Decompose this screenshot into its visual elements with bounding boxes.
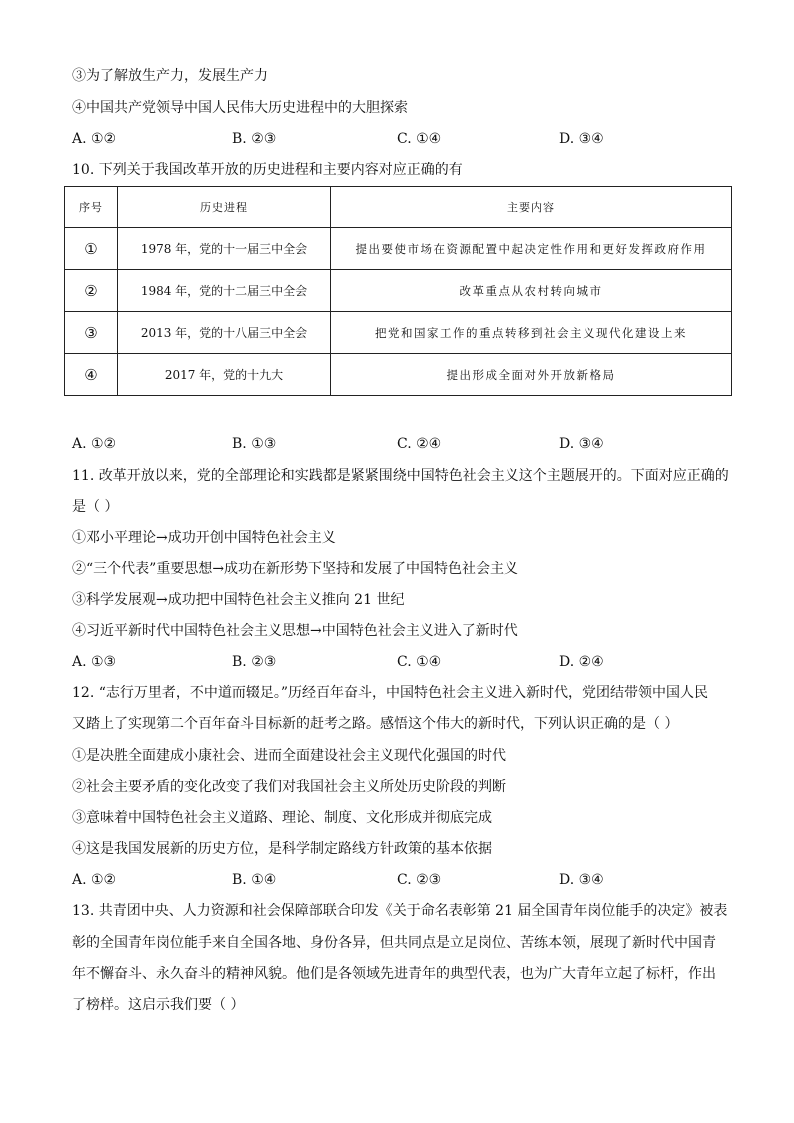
q12-options — [72, 870, 732, 890]
q11-stem-line-2: 是（ ） — [72, 499, 119, 515]
row-process: 2013 年，党的十八届三中全会 — [118, 312, 331, 354]
q11-option-c[interactable]: C. ①④ — [397, 654, 442, 670]
q12-option-b[interactable]: B. ①④ — [232, 872, 277, 888]
q9-option-b[interactable]: B. ②③ — [232, 131, 277, 147]
q11-option-a[interactable]: A. ①③ — [72, 654, 117, 670]
q11-option-d[interactable]: D. ②④ — [559, 654, 604, 670]
q9-option-a[interactable]: A. ①② — [72, 131, 117, 147]
q11-item-2: ②“三个代表”重要思想→成功在新形势下坚持和发展了中国特色社会主义 — [72, 561, 519, 577]
q11-item-3: ③科学发展观→成功把中国特色社会主义推向 21 世纪 — [72, 592, 405, 608]
q9-item-3: ③为了解放生产力，发展生产力 — [72, 68, 268, 84]
q10-options — [72, 434, 732, 454]
q9-item-4: ④中国共产党领导中国人民伟大历史进程中的大胆探索 — [72, 100, 408, 116]
q10-option-a[interactable]: A. ①② — [72, 436, 117, 452]
row-process: 1978 年，党的十一届三中全会 — [118, 228, 331, 270]
q12-stem-line-2: 又踏上了实现第二个百年奋斗目标新的赶考之路。感悟这个伟大的新时代，下列认识正确的是（ ） — [72, 716, 679, 732]
q12-item-1: ①是决胜全面建成小康社会、进而全面建设社会主义现代化强国的时代 — [72, 748, 506, 764]
header-process: 历史进程 — [118, 187, 331, 228]
table-row — [65, 270, 732, 312]
q13-stem-line-4: 了榜样。这启示我们要（ ） — [72, 997, 245, 1013]
row-content: 把党和国家工作的重点转移到社会主义现代化建设上来 — [331, 312, 732, 354]
table-row — [65, 354, 732, 396]
row-content: 提出要使市场在资源配置中起决定性作用和更好发挥政府作用 — [331, 228, 732, 270]
q10-option-c[interactable]: C. ②④ — [397, 436, 442, 452]
row-content: 提出形成全面对外开放新格局 — [331, 354, 732, 396]
q12-stem-line-1: 12. “志行万里者，不中道而辍足。”历经百年奋斗，中国特色社会主义进入新时代，党团结带领中国人民 — [72, 685, 709, 701]
q9-option-d[interactable]: D. ③④ — [559, 131, 604, 147]
header-content: 主要内容 — [331, 187, 732, 228]
q9-options — [72, 129, 732, 149]
q10-history-table — [64, 186, 732, 396]
row-process: 2017 年，党的十九大 — [118, 354, 331, 396]
q12-option-c[interactable]: C. ②③ — [397, 872, 442, 888]
header-serial: 序号 — [65, 187, 118, 228]
q13-stem-line-2: 彰的全国青年岗位能手来自全国各地、身份各异，但共同点是立足岗位、苦练本领，展现了新时代中国青 — [72, 935, 716, 951]
table-row — [65, 312, 732, 354]
q11-stem-line-1: 11. 改革开放以来，党的全部理论和实践都是紧紧围绕中国特色社会主义这个主题展开的。下面对应正确的 — [72, 468, 729, 484]
row-serial: ① — [65, 228, 118, 270]
row-process: 1984 年，党的十二届三中全会 — [118, 270, 331, 312]
table-header-row — [65, 187, 732, 228]
table-row — [65, 228, 732, 270]
q12-item-3: ③意味着中国特色社会主义道路、理论、制度、文化形成并彻底完成 — [72, 810, 492, 826]
q13-stem-line-1: 13. 共青团中央、人力资源和社会保障部联合印发《关于命名表彰第 21 届全国青年岗位能手的决定》被表 — [72, 903, 728, 919]
q9-option-c[interactable]: C. ①④ — [397, 131, 442, 147]
row-serial: ④ — [65, 354, 118, 396]
q12-item-2: ②社会主要矛盾的变化改变了我们对我国社会主义所处历史阶段的判断 — [72, 779, 506, 795]
q11-item-4: ④习近平新时代中国特色社会主义思想→中国特色社会主义进入了新时代 — [72, 623, 518, 639]
q12-item-4: ④这是我国发展新的历史方位，是科学制定路线方针政策的基本依据 — [72, 841, 492, 857]
q10-stem: 10. 下列关于我国改革开放的历史进程和主要内容对应正确的有 — [72, 162, 463, 178]
row-serial: ③ — [65, 312, 118, 354]
row-content: 改革重点从农村转向城市 — [331, 270, 732, 312]
q12-option-a[interactable]: A. ①② — [72, 872, 117, 888]
q11-options — [72, 652, 732, 672]
q10-option-d[interactable]: D. ③④ — [559, 436, 604, 452]
q11-item-1: ①邓小平理论→成功开创中国特色社会主义 — [72, 530, 336, 546]
q11-option-b[interactable]: B. ②③ — [232, 654, 277, 670]
q10-option-b[interactable]: B. ①③ — [232, 436, 277, 452]
row-serial: ② — [65, 270, 118, 312]
q12-option-d[interactable]: D. ③④ — [559, 872, 604, 888]
q13-stem-line-3: 年不懈奋斗、永久奋斗的精神风貌。他们是各领域先进青年的典型代表，也为广大青年立起了标杆，作出 — [72, 966, 716, 982]
